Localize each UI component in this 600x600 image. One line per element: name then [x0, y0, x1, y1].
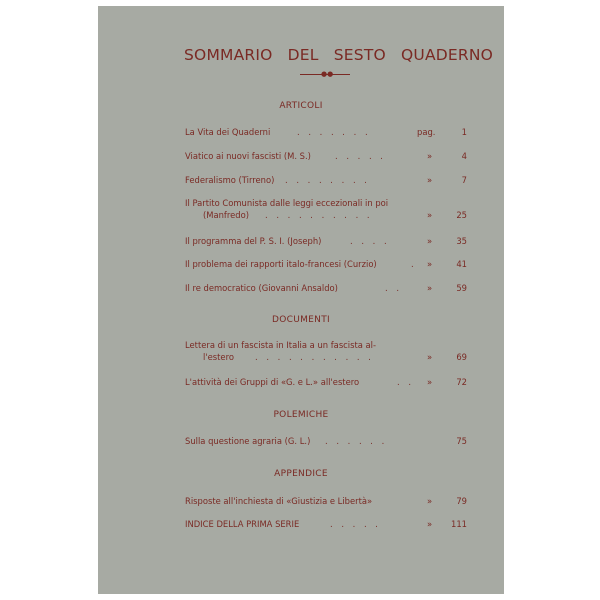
entry-page-prefix: » — [427, 519, 433, 529]
leader-dots: . . . . . — [330, 519, 381, 529]
section-heading-articoli: ARTICOLI — [279, 101, 323, 111]
title-ornament-dot: ●● — [321, 70, 334, 78]
entry-page: 75 — [456, 436, 467, 446]
toc-entry[interactable] — [185, 340, 467, 364]
entry-page: 35 — [456, 236, 467, 246]
entry-page-prefix: » — [427, 236, 433, 246]
leader-dots: . . — [397, 377, 414, 387]
leader-dots: . . . . . — [335, 151, 386, 161]
entry-title: Il problema dei rapporti italo-francesi (Curzio) — [185, 259, 377, 269]
leader-dots: . . . . . . — [325, 436, 388, 446]
entry-title: Viatico ai nuovi fascisti (M. S.) — [185, 151, 311, 161]
entry-page: 72 — [456, 377, 467, 387]
section-heading-appendice: APPENDICE — [274, 469, 328, 479]
entry-title: Sulla questione agraria (G. L.) — [185, 436, 311, 446]
entry-page: 4 — [461, 151, 467, 161]
leader-dots: . . . . . . . . — [285, 175, 370, 185]
entry-page-prefix: » — [427, 352, 433, 362]
entry-page: 1 — [461, 127, 467, 137]
entry-title: Federalismo (Tirreno) — [185, 175, 275, 185]
leader-dots: . . . . . . . . . . — [265, 210, 373, 220]
entry-title: INDICE DELLA PRIMA SERIE — [185, 519, 300, 529]
entry-page-prefix: » — [427, 210, 433, 220]
entry-page: 41 — [456, 259, 467, 269]
entry-title: Risposte all'inchiesta di «Giustizia e Libertà» — [185, 496, 373, 506]
entry-page: 111 — [451, 519, 467, 529]
entry-page-prefix: » — [427, 151, 433, 161]
entry-title: Lettera di un fascista in Italia a un fascista al- — [185, 340, 377, 350]
toc-entry[interactable] — [185, 198, 467, 222]
section-heading-polemiche: POLEMICHE — [273, 410, 329, 420]
leader-dots: . . — [385, 283, 402, 293]
entry-page-prefix: » — [427, 496, 433, 506]
entry-title: La Vita dei Quaderni — [185, 127, 271, 137]
entry-page-prefix: » — [427, 283, 433, 293]
entry-title: L'attività dei Gruppi di «G. e L.» all'estero — [185, 377, 360, 387]
leader-dots: . — [411, 259, 417, 269]
entry-page: 7 — [461, 175, 467, 185]
entry-page-prefix: » — [427, 259, 433, 269]
leader-dots: . . . . . . . . . . . — [255, 352, 374, 362]
entry-page: 79 — [456, 496, 467, 506]
entry-title: Il Partito Comunista dalle leggi eccezionali in poi — [185, 198, 389, 208]
entry-title-continued: l'estero — [203, 352, 234, 362]
entry-page-prefix: » — [427, 175, 433, 185]
leader-dots: . . . . . . . — [297, 127, 371, 137]
leader-dots: . . . . — [350, 236, 390, 246]
entry-title: Il programma del P. S. I. (Joseph) — [185, 236, 322, 246]
entry-title: Il re democratico (Giovanni Ansaldo) — [185, 283, 338, 293]
entry-page-prefix: pag. — [417, 127, 436, 137]
section-heading-documenti: DOCUMENTI — [272, 315, 330, 325]
entry-page: 25 — [456, 210, 467, 220]
entry-page: 59 — [456, 283, 467, 293]
entry-page: 69 — [456, 352, 467, 362]
entry-page-prefix: » — [427, 377, 433, 387]
entry-title-continued: (Manfredo) — [203, 210, 250, 220]
page-title: SOMMARIO DEL SESTO QUADERNO — [184, 46, 494, 64]
